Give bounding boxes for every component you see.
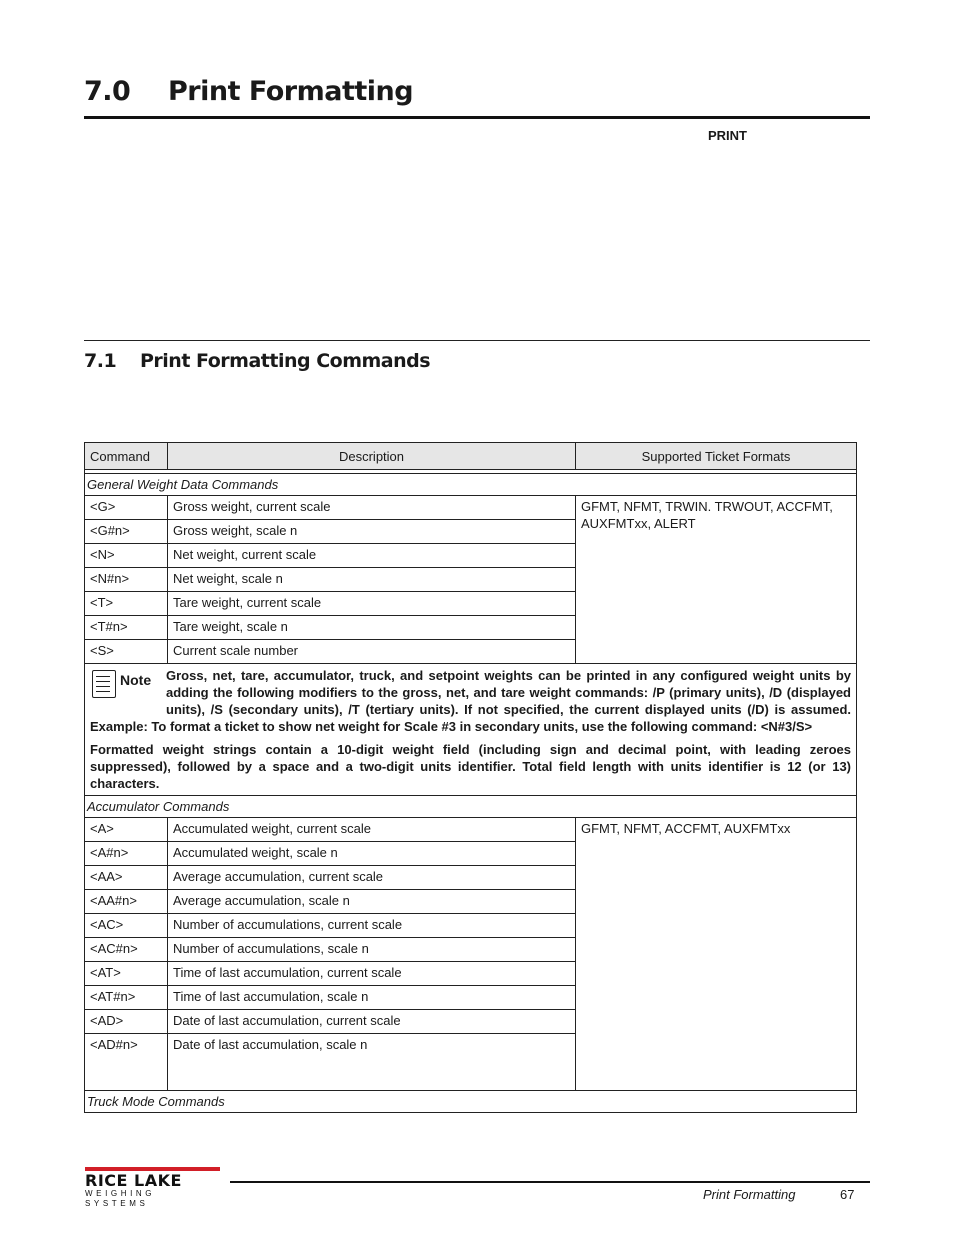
section-label: Accumulator Commands bbox=[85, 796, 857, 818]
note-cell bbox=[85, 664, 857, 796]
description-cell: Current scale number bbox=[168, 640, 576, 664]
command-cell: <AA> bbox=[85, 866, 168, 890]
note-icon bbox=[90, 666, 160, 704]
description-cell: Average accumulation, scale n bbox=[168, 890, 576, 914]
rice-lake-logo bbox=[85, 1167, 220, 1208]
description-cell: Gross weight, current scale bbox=[168, 496, 576, 520]
table-row bbox=[85, 818, 857, 842]
supported-formats-cell: GFMT, NFMT, TRWIN. TRWOUT, ACCFMT, AUXFMTxx, ALERT bbox=[576, 496, 857, 664]
column-header-formats: Supported Ticket Formats bbox=[576, 443, 857, 470]
command-cell: <G#n> bbox=[85, 520, 168, 544]
section-row-accumulator bbox=[85, 796, 857, 818]
description-cell: Date of last accumulation, current scale bbox=[168, 1010, 576, 1034]
command-cell: <AC#n> bbox=[85, 938, 168, 962]
section-label: Truck Mode Commands bbox=[85, 1091, 857, 1113]
command-cell: <AA#n> bbox=[85, 890, 168, 914]
section-divider bbox=[84, 340, 870, 341]
page-number: 67 bbox=[840, 1187, 855, 1202]
chapter-title: Print Formatting bbox=[168, 76, 414, 107]
print-key-label: PRINT bbox=[708, 128, 747, 143]
commands-table bbox=[84, 442, 857, 1113]
command-cell: <AD> bbox=[85, 1010, 168, 1034]
command-cell: <AC> bbox=[85, 914, 168, 938]
command-cell: <AT> bbox=[85, 962, 168, 986]
description-cell: Tare weight, current scale bbox=[168, 592, 576, 616]
command-cell: <A#n> bbox=[85, 842, 168, 866]
command-cell: <S> bbox=[85, 640, 168, 664]
footer-rule bbox=[230, 1181, 870, 1183]
note-paragraph-2: Formatted weight strings contain a 10-digit weight field (including sign and decimal point, with leading zeroes suppressed), followed by a space and a two-digit units identifier. Total field length with units identifier is 12 (or 13) characters. bbox=[90, 742, 851, 791]
table-row bbox=[85, 496, 857, 520]
column-header-command: Command bbox=[85, 443, 168, 470]
section-title: Print Formatting Commands bbox=[140, 350, 431, 372]
description-cell: Accumulated weight, current scale bbox=[168, 818, 576, 842]
description-cell: Number of accumulations, current scale bbox=[168, 914, 576, 938]
chapter-number: 7.0 bbox=[84, 76, 131, 107]
command-cell: <T#n> bbox=[85, 616, 168, 640]
note-paragraph-1: Gross, net, tare, accumulator, truck, and setpoint weights can be printed in any configured weight units by adding the following modifiers to the gross, net, and tare weight commands: /P (primary units), /D (displayed units), /S (secondary units), /T (tertiary units). If not specified, the current displayed units (/D) is assumed. Example: To format a ticket to show net weight for Scale #3 in secondary units, use the following command: <N#3/S> bbox=[90, 668, 851, 734]
description-cell: Time of last accumulation, scale n bbox=[168, 986, 576, 1010]
description-cell: Net weight, scale n bbox=[168, 568, 576, 592]
footer-section-title: Print Formatting bbox=[703, 1187, 796, 1202]
command-cell: <N> bbox=[85, 544, 168, 568]
section-row-truck bbox=[85, 1091, 857, 1113]
command-cell: <AD#n> bbox=[85, 1034, 168, 1091]
description-cell: Time of last accumulation, current scale bbox=[168, 962, 576, 986]
command-cell: <A> bbox=[85, 818, 168, 842]
section-label: General Weight Data Commands bbox=[85, 474, 857, 496]
description-cell: Date of last accumulation, scale n bbox=[168, 1034, 576, 1091]
table-header-row bbox=[85, 443, 857, 470]
command-cell: <T> bbox=[85, 592, 168, 616]
logo-name: RICE LAKE bbox=[85, 1171, 182, 1190]
description-cell: Tare weight, scale n bbox=[168, 616, 576, 640]
command-cell: <N#n> bbox=[85, 568, 168, 592]
note-row bbox=[85, 664, 857, 796]
note-label: Note bbox=[120, 672, 152, 688]
notepad-icon bbox=[92, 670, 116, 698]
section-number: 7.1 bbox=[84, 350, 117, 372]
description-cell: Net weight, current scale bbox=[168, 544, 576, 568]
description-cell: Gross weight, scale n bbox=[168, 520, 576, 544]
chapter-heading bbox=[84, 72, 870, 119]
column-header-description: Description bbox=[168, 443, 576, 470]
section-row-general bbox=[85, 474, 857, 496]
description-cell: Average accumulation, current scale bbox=[168, 866, 576, 890]
command-cell: <AT#n> bbox=[85, 986, 168, 1010]
supported-formats-cell: GFMT, NFMT, ACCFMT, AUXFMTxx bbox=[576, 818, 857, 1091]
description-cell: Accumulated weight, scale n bbox=[168, 842, 576, 866]
command-cell: <G> bbox=[85, 496, 168, 520]
logo-subtitle: WEIGHING SYSTEMS bbox=[85, 1189, 156, 1208]
description-cell: Number of accumulations, scale n bbox=[168, 938, 576, 962]
